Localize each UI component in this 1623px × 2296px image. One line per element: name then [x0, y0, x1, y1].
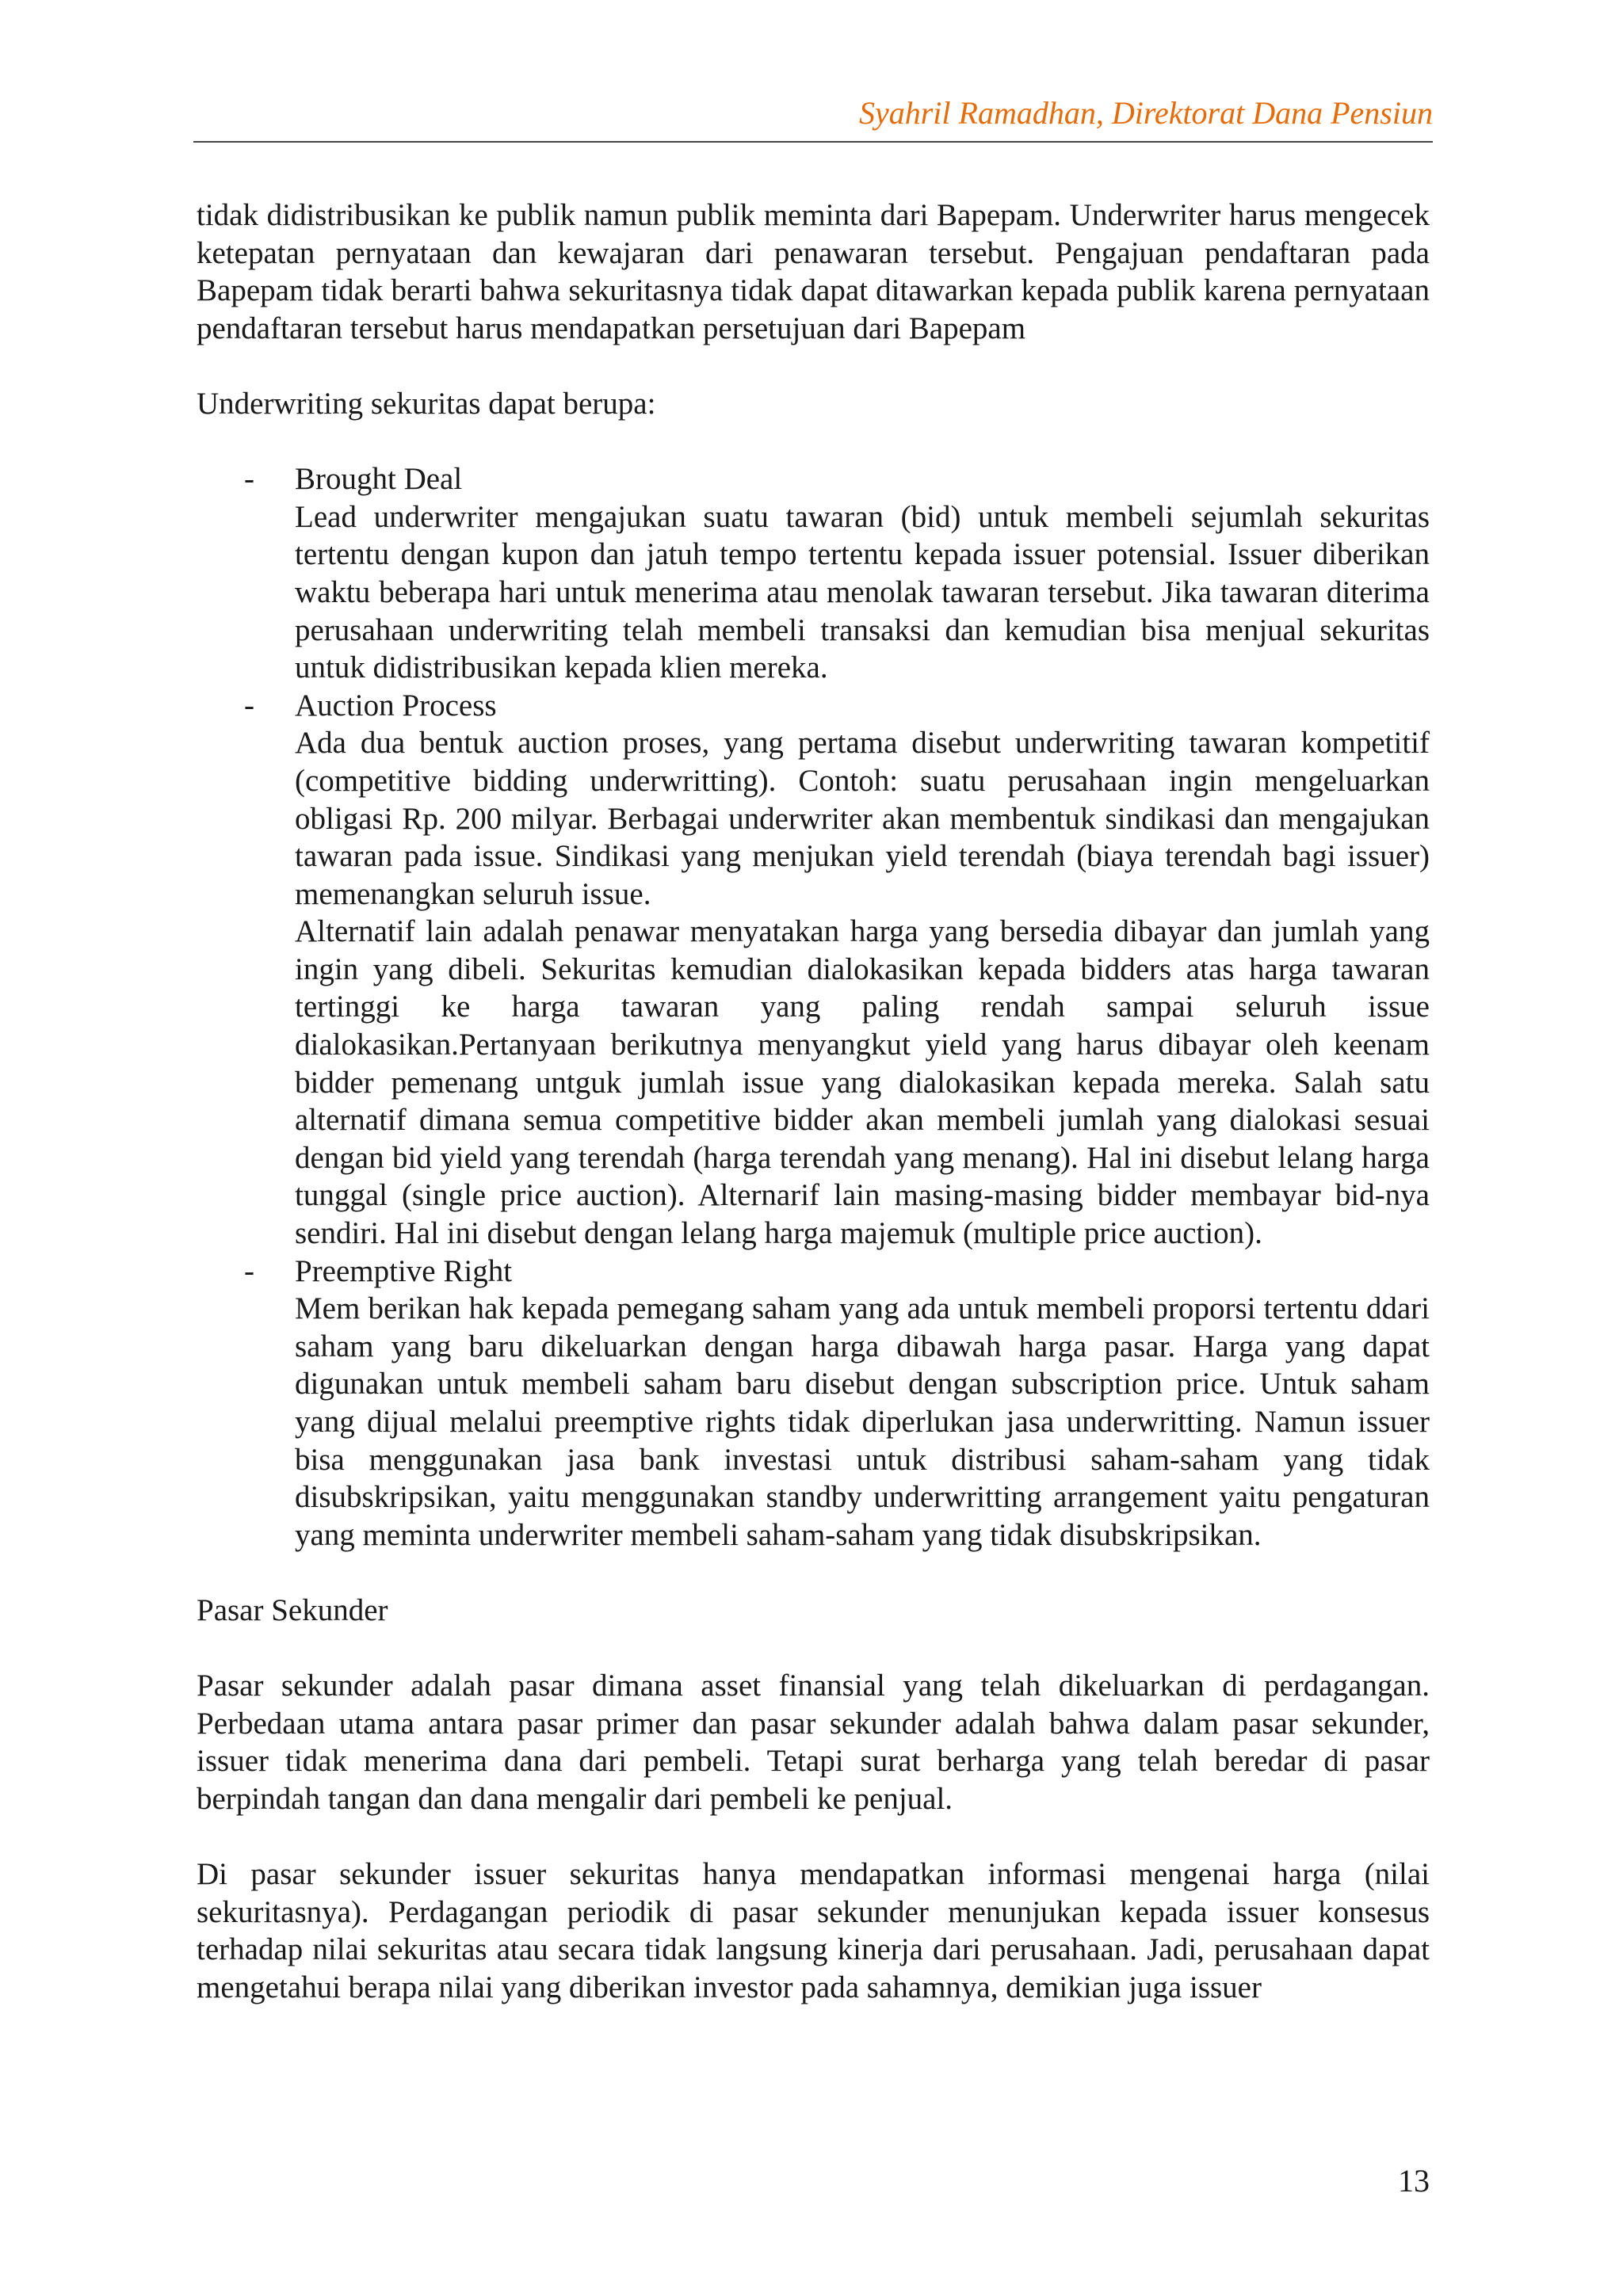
- list-dash: -: [244, 462, 254, 497]
- underwriting-list: [197, 460, 1430, 1554]
- section-heading-pasar-sekunder: Pasar Sekunder: [197, 1592, 388, 1627]
- list-dash: -: [244, 688, 254, 723]
- list-item-paragraph: Alternatif lain adalah penawar menyatakan harga yang bersedia dibayar dan jumlah yang ingin yang dibeli. Sekuritas kemudian dialokasikan kepada bidders atas harga tawaran tertinggi ke harga tawaran yang paling rendah sampai seluruh issue dialokasikan.Pertanyaan berikutnya menyangkut yield yang harus dibayar oleh keenam bidder pemenang untguk jumlah issue yang dialokasikan kepada mereka. Salah satu alternatif dimana semua competitive bidder akan membeli jumlah yang dialokasi sesuai dengan bid yield yang terendah (harga terendah yang menang). Hal ini disebut lelang harga tunggal (single price auction). Alternarif lain masing-masing bidder membayar bid-nya sendiri. Hal ini disebut dengan lelang harga majemuk (multiple price auction).: [295, 914, 1430, 1251]
- page-number: 13: [1398, 2163, 1430, 2199]
- spacer: [197, 1818, 1430, 1856]
- list-item-auction-process: [197, 687, 1430, 1253]
- spacer: [197, 1554, 1430, 1592]
- underwriting-heading: Underwriting sekuritas dapat berupa:: [197, 386, 656, 421]
- list-item-preemptive-right: [197, 1253, 1430, 1554]
- list-dash: -: [244, 1253, 254, 1288]
- list-item-paragraph: Ada dua bentuk auction proses, yang pertama disebut underwriting tawaran kompetitif (competitive bidding underwritting). Contoh: suatu perusahaan ingin mengeluarkan obligasi Rp. 200 milyar. Berbagai underwriter akan membentuk sindikasi dan mengajukan tawaran pada issue. Sindikasi yang menjukan yield terendah (biaya terendah bagi issuer) memenangkan seluruh issue.: [295, 726, 1430, 911]
- list-item-title: Brought Deal: [295, 462, 463, 497]
- header-author-text: Syahril Ramadhan, Direktorat Dana Pensiun: [858, 95, 1433, 131]
- list-item-title: Preemptive Right: [295, 1253, 513, 1288]
- page-body: [197, 196, 1430, 2007]
- list-item-brought-deal: [197, 460, 1430, 687]
- list-item-paragraph: Mem berikan hak kepada pemegang saham yang ada untuk membeli proporsi tertentu ddari saham yang baru dikeluarkan dengan harga dibawah harga pasar. Harga yang dapat digunakan untuk membeli saham baru disebut dengan subscription price. Untuk saham yang dijual melalui preemptive rights tidak diperlukan jasa underwritting. Namun issuer bisa menggunakan jasa bank investasi untuk distribusi saham-saham yang tidak disubskripsikan, yaitu menggunakan standby underwritting arrangement yaitu pengaturan yang meminta underwriter membeli saham-saham yang tidak disubskripsikan.: [295, 1291, 1430, 1552]
- spacer: [197, 1630, 1430, 1668]
- spacer: [197, 423, 1430, 461]
- spacer: [197, 347, 1430, 385]
- list-item-paragraph: Lead underwriter mengajukan suatu tawaran (bid) untuk membeli sejumlah sekuritas tertentu dengan kupon dan jatuh tempo tertentu kepada issuer potensial. Issuer diberikan waktu beberapa hari untuk menerima atau menolak tawaran tersebut. Jika tawaran diterima perusahaan underwriting telah membeli transaksi dan kemudian bisa menjual sekuritas untuk didistribusikan kepada klien mereka.: [295, 499, 1430, 685]
- intro-paragraph: tidak didistribusikan ke publik namun publik meminta dari Bapepam. Underwriter harus mengecek ketepatan pernyataan dan kewajaran dari penawaran tersebut. Pengajuan pendaftaran pada Bapepam tidak berarti bahwa sekuritasnya tidak dapat ditawarkan kepada publik karena pernyataan pendaftaran tersebut harus mendapatkan persetujuan dari Bapepam: [197, 198, 1430, 345]
- running-header: [193, 93, 1433, 143]
- secondary-paragraph-2: Di pasar sekunder issuer sekuritas hanya mendapatkan informasi mengenai harga (nilai sekuritasnya). Perdagangan periodik di pasar sekunder menunjukan kepada issuer konsesus terhadap nilai sekuritas atau secara tidak langsung kinerja dari perusahaan. Jadi, perusahaan dapat mengetahui berapa nilai yang diberikan investor pada sahamnya, demikian juga issuer: [197, 1857, 1430, 2004]
- list-item-title: Auction Process: [295, 688, 497, 723]
- secondary-paragraph-1: Pasar sekunder adalah pasar dimana asset finansial yang telah dikeluarkan di perdagangan. Perbedaan utama antara pasar primer dan pasar sekunder adalah bahwa dalam pasar sekunder, issuer tidak menerima dana dari pembeli. Tetapi surat berharga yang telah beredar di pasar berpindah tangan dan dana mengalir dari pembeli ke penjual.: [197, 1669, 1430, 1816]
